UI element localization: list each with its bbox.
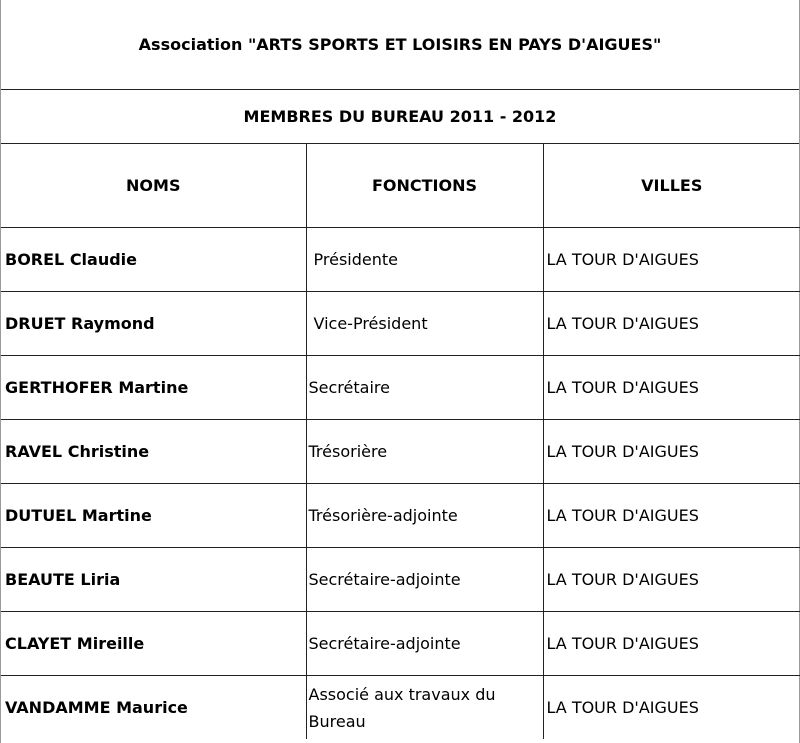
header-row xyxy=(1,144,800,228)
bureau-title: MEMBRES DU BUREAU 2011 - 2012 xyxy=(1,90,799,144)
table-row xyxy=(1,676,800,740)
member-name: BOREL Claudie xyxy=(1,228,306,292)
association-title: Association "ARTS SPORTS ET LOISIRS EN PAYS D'AIGUES" xyxy=(1,0,799,90)
table-row xyxy=(1,228,800,292)
member-name: GERTHOFER Martine xyxy=(1,356,306,420)
table-row xyxy=(1,292,800,356)
member-function: Associé aux travaux du Bureau xyxy=(306,676,543,740)
member-name: DRUET Raymond xyxy=(1,292,306,356)
member-city: LA TOUR D'AIGUES xyxy=(543,228,800,292)
table-row xyxy=(1,612,800,676)
member-function: Secrétaire-adjointe xyxy=(306,612,543,676)
member-function: Présidente xyxy=(306,228,543,292)
members-table xyxy=(1,144,800,739)
member-name: BEAUTE Liria xyxy=(1,548,306,612)
column-header-functions: FONCTIONS xyxy=(306,144,543,228)
member-city: LA TOUR D'AIGUES xyxy=(543,548,800,612)
member-function: Trésorière xyxy=(306,420,543,484)
member-city: LA TOUR D'AIGUES xyxy=(543,612,800,676)
table-row xyxy=(1,548,800,612)
member-city: LA TOUR D'AIGUES xyxy=(543,420,800,484)
member-function: Secrétaire-adjointe xyxy=(306,548,543,612)
table-row xyxy=(1,484,800,548)
member-name: RAVEL Christine xyxy=(1,420,306,484)
member-city: LA TOUR D'AIGUES xyxy=(543,292,800,356)
column-header-names: NOMS xyxy=(1,144,306,228)
member-name: CLAYET Mireille xyxy=(1,612,306,676)
column-header-cities: VILLES xyxy=(543,144,800,228)
member-city: LA TOUR D'AIGUES xyxy=(546,698,699,717)
member-function: Secrétaire xyxy=(306,356,543,420)
member-function: Trésorière-adjointe xyxy=(306,484,543,548)
table-row xyxy=(1,420,800,484)
member-name: DUTUEL Martine xyxy=(1,484,306,548)
member-function: Vice-Président xyxy=(306,292,543,356)
member-city: LA TOUR D'AIGUES xyxy=(543,356,800,420)
table-row xyxy=(1,356,800,420)
member-name: VANDAMME Maurice xyxy=(1,676,306,740)
member-city: LA TOUR D'AIGUES xyxy=(543,484,800,548)
